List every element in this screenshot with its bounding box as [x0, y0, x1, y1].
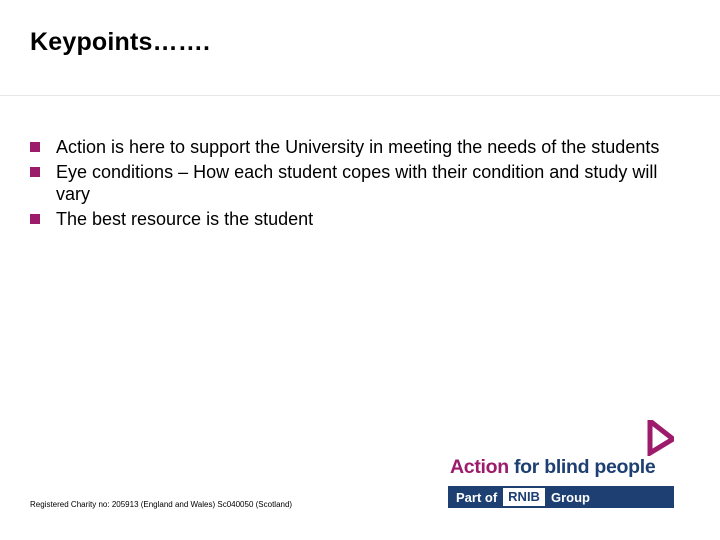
- logo-part-of: Part of: [456, 489, 498, 505]
- bullet-square-icon: [30, 214, 40, 224]
- bullet-text: The best resource is the student: [56, 209, 314, 229]
- logo-group: Group: [550, 489, 590, 505]
- slide-title: Keypoints…….: [30, 28, 211, 56]
- bullet-item: [30, 161, 670, 205]
- bullet-text: Action is here to support the University in meeting the needs of the students: [56, 137, 660, 157]
- bullet-item: [30, 208, 670, 230]
- bullet-text: Eye conditions – How each student copes with their condition and study will vary: [56, 162, 658, 204]
- triangle-arrow-icon: [646, 420, 674, 456]
- bullet-square-icon: [30, 167, 40, 177]
- bullet-item: [30, 136, 670, 158]
- bullet-square-icon: [30, 142, 40, 152]
- bullet-list: [30, 136, 670, 233]
- charity-registration-note: Registered Charity no: 205913 (England and Wales) Sc040050 (Scotland): [30, 500, 293, 509]
- logo-wordmark: [450, 456, 655, 479]
- title-divider: [0, 95, 720, 96]
- logo-rnib-bar: [448, 486, 674, 508]
- logo-word-rest: for blind people: [508, 456, 656, 478]
- logo-word-action: Action: [450, 456, 509, 478]
- action-for-blind-people-logo: [448, 418, 678, 510]
- logo-rnib: RNIB: [503, 488, 545, 506]
